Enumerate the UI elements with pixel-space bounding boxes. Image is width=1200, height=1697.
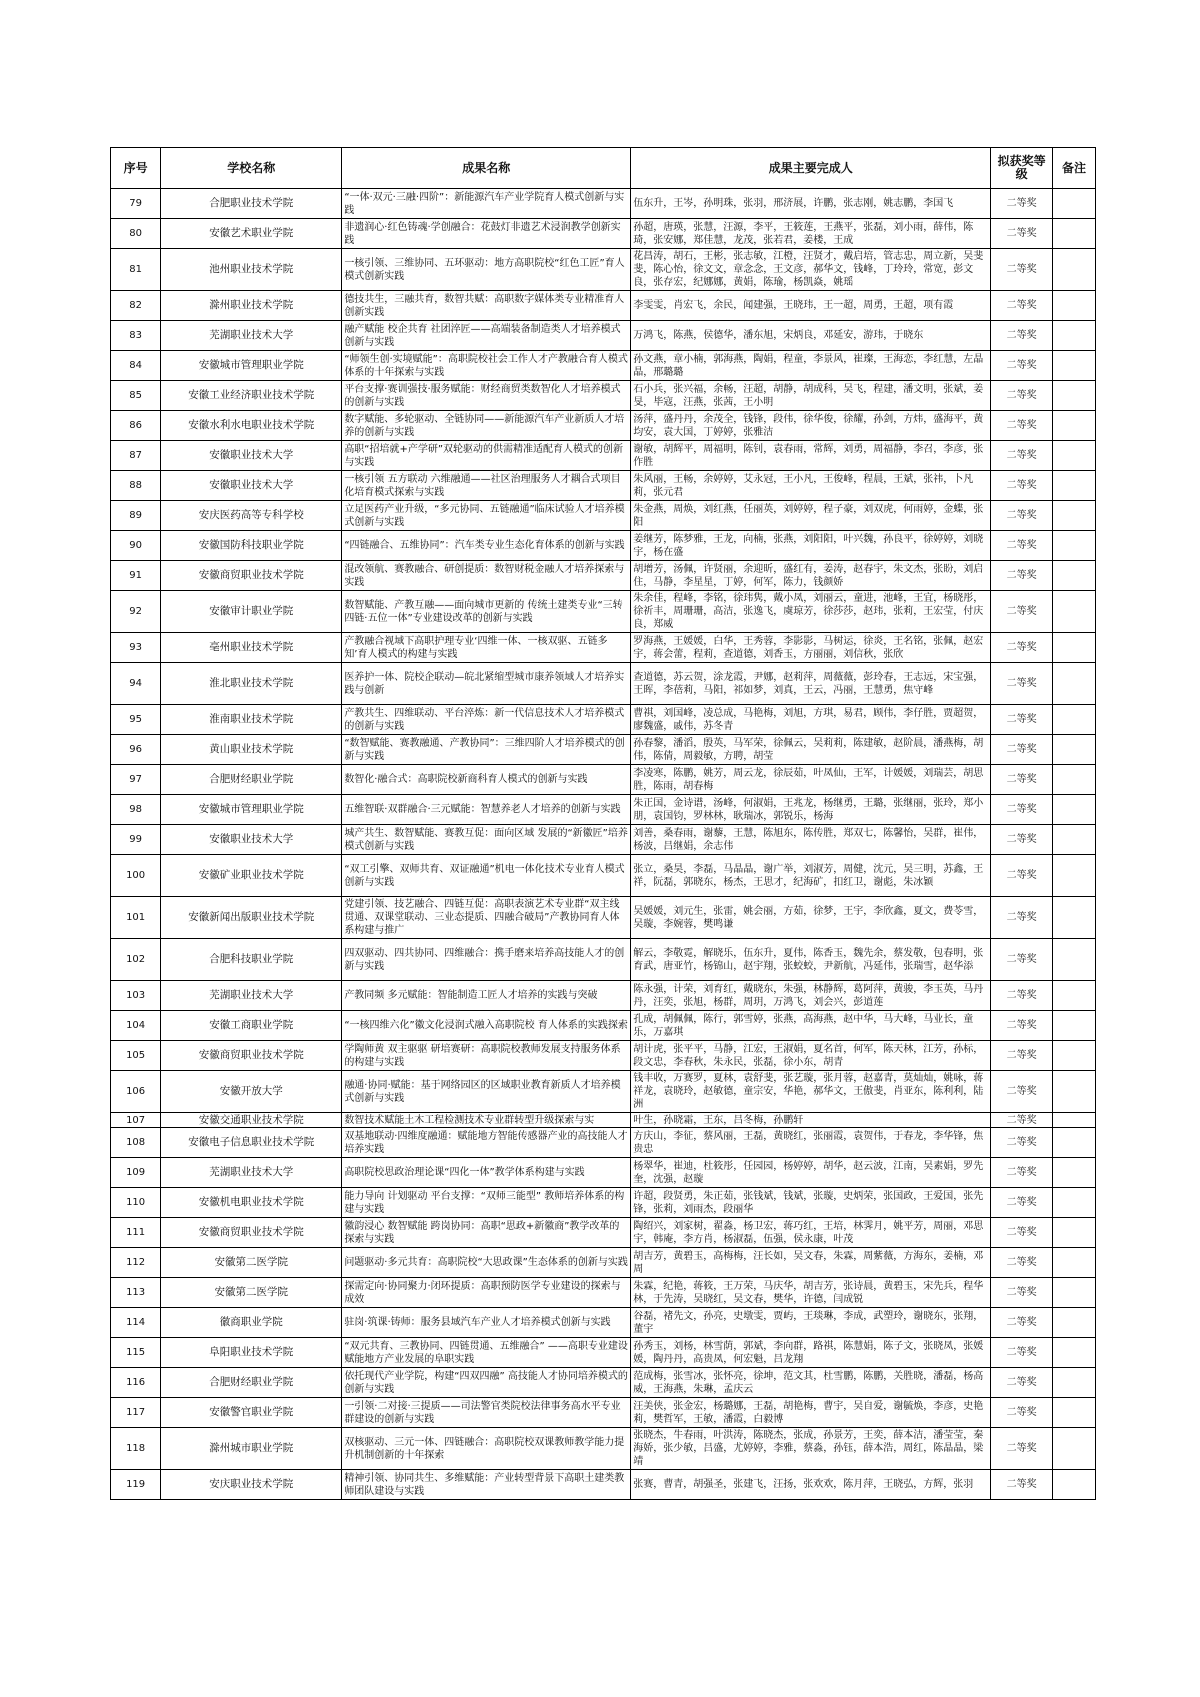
cell-members: 张立，桑昊，李磊，马晶晶，谢广举，刘淑芳，周健，沈元，吴三明，苏鑫，王祥，阮磊，郭晓东，杨杰，王思才，纪海矿，扣红卫，谢彪，朱冰颖 bbox=[631, 855, 991, 897]
cell-school: 安徽新闻出版职业技术学院 bbox=[161, 897, 342, 939]
cell-no: 99 bbox=[111, 825, 161, 855]
award-table bbox=[110, 147, 1096, 1500]
cell-school: 安徽审计职业学院 bbox=[161, 591, 342, 633]
cell-title: 一引领·二对接·三提质——司法警官类院校法律事务高水平专业群建设的创新与实践 bbox=[342, 1398, 631, 1428]
cell-title: “双工引擎、双师共育、双证融通”机电一体化技术专业育人模式创新与实践 bbox=[342, 855, 631, 897]
table-row bbox=[111, 1158, 1096, 1188]
cell-members: 汪美侠，张金宏，杨璐娜，王磊，胡艳梅，曹宇，吴自爱，谢毓焕，李彦，史艳莉，樊哲军，王敏，潘霞，白毅博 bbox=[631, 1398, 991, 1428]
cell-title: 平台支撑·赛训强技·服务赋能：财经商贸类数智化人才培养模式的创新与实践 bbox=[342, 381, 631, 411]
cell-members: 杨翠华，崔迪，杜筱彤，任园园，杨婷婷，胡华，赵云波，江南，吴素娟，罗先奎，沈强，赵璇 bbox=[631, 1158, 991, 1188]
cell-title: 德技共生，三融共育，数智共赋：高职数字媒体类专业精准育人创新实践 bbox=[342, 291, 631, 321]
cell-school: 安徽城市管理职业学院 bbox=[161, 351, 342, 381]
cell-note bbox=[1053, 939, 1096, 981]
cell-no: 84 bbox=[111, 351, 161, 381]
cell-note bbox=[1053, 1071, 1096, 1113]
cell-members: 许超，段贤勇，朱正茹，张钱斌，钱斌，张璇，史炳荣，张国政，王爱国，张先锋，张莉，刘雨杰，段丽华 bbox=[631, 1188, 991, 1218]
cell-school: 徽商职业学院 bbox=[161, 1308, 342, 1338]
cell-award: 二等奖 bbox=[991, 1248, 1053, 1278]
cell-school: 安徽职业技术大学 bbox=[161, 825, 342, 855]
cell-note bbox=[1053, 1041, 1096, 1071]
cell-members: 范成梅，张雪冰，张怀亮，徐坤，范文其，杜雪鹏，陈鹏，关胜晓，潘磊，杨高威，王海燕，朱琳，孟庆云 bbox=[631, 1368, 991, 1398]
cell-no: 98 bbox=[111, 795, 161, 825]
table-row bbox=[111, 981, 1096, 1011]
cell-award: 二等奖 bbox=[991, 795, 1053, 825]
table-row bbox=[111, 1338, 1096, 1368]
cell-award: 二等奖 bbox=[991, 249, 1053, 291]
cell-note bbox=[1053, 1470, 1096, 1500]
cell-school: 安徽商贸职业技术学院 bbox=[161, 561, 342, 591]
cell-school: 安徽艺术职业学院 bbox=[161, 219, 342, 249]
cell-note bbox=[1053, 249, 1096, 291]
cell-school: 淮北职业技术学院 bbox=[161, 663, 342, 705]
cell-no: 114 bbox=[111, 1308, 161, 1338]
cell-school: 安徽工业经济职业技术学院 bbox=[161, 381, 342, 411]
cell-no: 83 bbox=[111, 321, 161, 351]
cell-note bbox=[1053, 501, 1096, 531]
cell-title: 一核引领 五方联动 六维融通——社区治理服务人才耦合式项目化培育模式探索与实践 bbox=[342, 471, 631, 501]
cell-title: 依托现代产业学院，构建“四双四融” 高技能人才协同培养模式的创新与实践 bbox=[342, 1368, 631, 1398]
cell-members: 曹祺，刘国峰，凌总成，马艳梅，刘旭，方琪，易君，顾伟，李仔胜，贾超贺，廖魏盛，戚伟，苏冬青 bbox=[631, 705, 991, 735]
table-row bbox=[111, 897, 1096, 939]
cell-title: 城产共生、数智赋能、赛教互促：面向区域 发展的“新徽匠”培养模式创新与实践 bbox=[342, 825, 631, 855]
cell-members: 汤萍，盛丹丹，余茂全，钱锋，段伟，徐华俊，徐耀，孙剑，方炜，盛海平，黄均安，袁大国，丁婷婷，张雅洁 bbox=[631, 411, 991, 441]
cell-award: 二等奖 bbox=[991, 1428, 1053, 1470]
cell-members: 吴媛媛，刘元生，张雷，姚会丽，方茹，徐梦，王宇，李欣鑫，夏文，费苓雪，吴璇，李婉蓉，樊鸣谦 bbox=[631, 897, 991, 939]
cell-title: “一核四维六化”徽文化浸润式融入高职院校 育人体系的实践探索 bbox=[342, 1011, 631, 1041]
cell-school: 安庆职业技术学院 bbox=[161, 1470, 342, 1500]
cell-award: 二等奖 bbox=[991, 1128, 1053, 1158]
table-row bbox=[111, 501, 1096, 531]
table-row bbox=[111, 219, 1096, 249]
cell-title: 五维智联·双群融合·三元赋能：智慧养老人才培养的创新与实践 bbox=[342, 795, 631, 825]
table-row bbox=[111, 1308, 1096, 1338]
cell-note bbox=[1053, 411, 1096, 441]
cell-no: 110 bbox=[111, 1188, 161, 1218]
cell-no: 107 bbox=[111, 1113, 161, 1128]
cell-award: 二等奖 bbox=[991, 1188, 1053, 1218]
cell-members: 孙超，唐瑛，张慧，汪源，李平，王筱莲，王燕平，张磊，刘小雨，薛伟，陈琦，张安娜，郑佳慧，龙茂，张若君，姜楼，王成 bbox=[631, 219, 991, 249]
cell-school: 安徽水利水电职业技术学院 bbox=[161, 411, 342, 441]
cell-note bbox=[1053, 351, 1096, 381]
cell-school: 安徽电子信息职业技术学院 bbox=[161, 1128, 342, 1158]
cell-no: 97 bbox=[111, 765, 161, 795]
cell-no: 118 bbox=[111, 1428, 161, 1470]
cell-members: 钱丰收，万赛罗，夏林，袁舒斐，张艺璇，张月蓉，赵嘉青，莫灿灿，姚咏，蒋祥龙，袁晓玲，赵敏德，童宗安，华艳，郝华文，王傲斐，肖亚东，陈利利，陆洲 bbox=[631, 1071, 991, 1113]
cell-no: 80 bbox=[111, 219, 161, 249]
cell-award: 二等奖 bbox=[991, 1470, 1053, 1500]
cell-note bbox=[1053, 1188, 1096, 1218]
cell-no: 112 bbox=[111, 1248, 161, 1278]
cell-note bbox=[1053, 1338, 1096, 1368]
cell-no: 117 bbox=[111, 1398, 161, 1428]
cell-school: 安徽工商职业学院 bbox=[161, 1011, 342, 1041]
cell-school: 合肥科技职业学院 bbox=[161, 939, 342, 981]
cell-title: 产教同频 多元赋能：智能制造工匠人才培养的实践与突破 bbox=[342, 981, 631, 1011]
table-row bbox=[111, 1470, 1096, 1500]
cell-note bbox=[1053, 795, 1096, 825]
cell-members: 张赛，曹青，胡强圣，张建飞，汪扬，张欢欢，陈月萍，王晓弘，方辉，张羽 bbox=[631, 1470, 991, 1500]
cell-school: 安徽矿业职业技术学院 bbox=[161, 855, 342, 897]
header-award: 拟获奖等级 bbox=[991, 148, 1053, 189]
table-row bbox=[111, 765, 1096, 795]
table-row bbox=[111, 351, 1096, 381]
cell-members: 罗海燕，王媛媛，白华，王秀蓉，李影影，马树运，徐炎，王名铭，张佩，赵宏宇，蒋会蕾，程莉，查道德，刘香玉，方丽丽，刘信秋，张欣 bbox=[631, 633, 991, 663]
cell-members: 孙秀玉，刘杨，林雪荫，郭斌，李向群，路祺，陈慧娟，陈子文，张晓凤，张媛媛，陶丹丹，高贵凤，何宏魁，吕龙翔 bbox=[631, 1338, 991, 1368]
cell-members: 李雯雯，肖宏飞，余民，闻建强，王晓玮，王一超，周勇，王超，项有霞 bbox=[631, 291, 991, 321]
cell-title: 学陶师黄 双主驱驱 研培赛研：高职院校教师发展支持服务体系的构建与实践 bbox=[342, 1041, 631, 1071]
cell-note bbox=[1053, 561, 1096, 591]
table-row bbox=[111, 1188, 1096, 1218]
cell-no: 93 bbox=[111, 633, 161, 663]
header-no: 序号 bbox=[111, 148, 161, 189]
cell-members: 方庆山，李征，蔡风丽，王磊，黄晓红，张丽霞，袁贺伟，于春龙，李华锋，焦贵忠 bbox=[631, 1128, 991, 1158]
cell-award: 二等奖 bbox=[991, 633, 1053, 663]
cell-members: 张晓杰，牛春雨，叶洪涛，陈晓杰，张成，孙景芳，王奕，薛本洁，潘莹莹，秦海娇，张少敏，吕盛，尤婷婷，李雅，蔡淼，孙钰，薛本浩，周红，陈晶晶，梁靖 bbox=[631, 1428, 991, 1470]
cell-award: 二等奖 bbox=[991, 765, 1053, 795]
table-row bbox=[111, 1218, 1096, 1248]
cell-title: 融产赋能 校企共育 社团淬匠——高端装备制造类人才培养模式创新与实践 bbox=[342, 321, 631, 351]
cell-no: 103 bbox=[111, 981, 161, 1011]
cell-award: 二等奖 bbox=[991, 189, 1053, 219]
cell-no: 86 bbox=[111, 411, 161, 441]
cell-no: 105 bbox=[111, 1041, 161, 1071]
table-row bbox=[111, 591, 1096, 633]
cell-award: 二等奖 bbox=[991, 471, 1053, 501]
cell-award: 二等奖 bbox=[991, 321, 1053, 351]
cell-no: 82 bbox=[111, 291, 161, 321]
cell-title: “四链融合、五维协同”：汽车类专业生态化育体系的创新与实践 bbox=[342, 531, 631, 561]
cell-members: 孙春黎，潘滔，殷英，马军荣，徐佩云，吴莉莉，陈建敏，赵阶晨，潘燕梅，胡伟，陈倩，周毅敏，方聘，胡莹 bbox=[631, 735, 991, 765]
cell-members: 胡计虎，张平平，马静，江宏，王淑娟，夏名首，何军，陈天林，江芳，孙标，段文忠，李春秋，朱永民，张磊，徐小东，胡青 bbox=[631, 1041, 991, 1071]
cell-award: 二等奖 bbox=[991, 441, 1053, 471]
table-row bbox=[111, 825, 1096, 855]
cell-title: 立足医药产业升级，“多元协同、五链融通”临床试验人才培养模式创新与实践 bbox=[342, 501, 631, 531]
cell-school: 安庆医药高等专科学校 bbox=[161, 501, 342, 531]
cell-school: 滁州职业技术学院 bbox=[161, 291, 342, 321]
cell-award: 二等奖 bbox=[991, 591, 1053, 633]
table-row bbox=[111, 471, 1096, 501]
cell-award: 二等奖 bbox=[991, 1308, 1053, 1338]
cell-title: 数智化·融合式：高职院校新商科育人模式的创新与实践 bbox=[342, 765, 631, 795]
table-row bbox=[111, 531, 1096, 561]
cell-members: 朱余佳，程峰，李铭，徐玮隽，戴小凤，刘丽云，童进，池峰，王宜，杨晓彤，徐祈丰，周珊珊，高洁，张逸飞，虞琼芳，徐莎莎，赵玮，张莉，王宏莹，付庆良，郑威 bbox=[631, 591, 991, 633]
cell-members: 陈永强，计荣，刘育红，戴晓东，朱强，林静辉，葛阿萍，黄骏，李玉英，马丹丹，汪奕，张旭，杨群，周玥，万鸿飞，刘会兴，彭道莲 bbox=[631, 981, 991, 1011]
cell-members: 石小兵，张兴福，余畅，汪超，胡静，胡成科，吴飞，程建，潘文明，张斌，姜旻，毕寇，汪燕，张茜，王小明 bbox=[631, 381, 991, 411]
cell-award: 二等奖 bbox=[991, 735, 1053, 765]
cell-title: 非遗润心·红色铸魂·学创融合：花鼓灯非遗艺术浸润教学创新实践 bbox=[342, 219, 631, 249]
cell-title: “师领生创·实境赋能”：高职院校社会工作人才产教融合育人模式体系的十年探索与实践 bbox=[342, 351, 631, 381]
table-row bbox=[111, 1368, 1096, 1398]
cell-title: “一体·双元·三融·四阶”：新能源汽车产业学院育人模式创新与实践 bbox=[342, 189, 631, 219]
cell-title: 数智赋能、产教互融——面向城市更新的 传统土建类专业“三转四链·五位一体”专业建设改革的创新与实践 bbox=[342, 591, 631, 633]
cell-members: 朱金燕，周焕，刘红燕，任丽英，刘婷婷，程子豪，刘双虎，何雨婷，金蝶，张阳 bbox=[631, 501, 991, 531]
cell-members: 谢敏，胡辉平，周福明，陈钊，袁春雨，常辉，刘勇，周福静，李召，李彦，张作胜 bbox=[631, 441, 991, 471]
cell-no: 81 bbox=[111, 249, 161, 291]
cell-award: 二等奖 bbox=[991, 1158, 1053, 1188]
table-row bbox=[111, 561, 1096, 591]
table-row bbox=[111, 381, 1096, 411]
header-note: 备注 bbox=[1053, 148, 1096, 189]
award-list-sheet bbox=[110, 147, 1096, 1500]
cell-award: 二等奖 bbox=[991, 291, 1053, 321]
cell-award: 二等奖 bbox=[991, 1113, 1053, 1128]
cell-note bbox=[1053, 1428, 1096, 1470]
cell-no: 104 bbox=[111, 1011, 161, 1041]
cell-school: 滁州城市职业学院 bbox=[161, 1428, 342, 1470]
cell-school: 安徽第二医学院 bbox=[161, 1248, 342, 1278]
cell-members: 朱风丽，王畅，余婷婷，艾永冠，王小凡，王俊峰，程晨，王斌，张祎，卜凡莉，张元君 bbox=[631, 471, 991, 501]
cell-no: 95 bbox=[111, 705, 161, 735]
cell-note bbox=[1053, 1308, 1096, 1338]
cell-school: 亳州职业技术学院 bbox=[161, 633, 342, 663]
table-row bbox=[111, 855, 1096, 897]
cell-school: 芜湖职业技术大学 bbox=[161, 981, 342, 1011]
cell-title: 双核驱动、三元一体、四链融合：高职院校双课教师教学能力提升机制创新的十年探索 bbox=[342, 1428, 631, 1470]
table-row bbox=[111, 1398, 1096, 1428]
cell-school: 合肥职业技术学院 bbox=[161, 189, 342, 219]
cell-no: 115 bbox=[111, 1338, 161, 1368]
cell-award: 二等奖 bbox=[991, 1368, 1053, 1398]
cell-school: 阜阳职业技术学院 bbox=[161, 1338, 342, 1368]
cell-school: 黄山职业技术学院 bbox=[161, 735, 342, 765]
cell-award: 二等奖 bbox=[991, 939, 1053, 981]
cell-note bbox=[1053, 705, 1096, 735]
cell-members: 朱正国，金诗谱，汤峰，何淑娟，王兆龙，杨继勇，王璐，张继丽，张玲，郑小朋，袁国钧，罗林林，耿瑞冰，郭锐乐，杨海 bbox=[631, 795, 991, 825]
cell-title: 高职院校思政治理论课“四化一体”教学体系构建与实践 bbox=[342, 1158, 631, 1188]
table-row bbox=[111, 1011, 1096, 1041]
cell-no: 85 bbox=[111, 381, 161, 411]
cell-members: 胡增芳，汤佩，许贤丽，余迎昕，盛红有，姜涛，赵春宇，朱文杰，张盼，刘启住，马静，李星星，丁婷，何军，陈力，钱颜娇 bbox=[631, 561, 991, 591]
cell-award: 二等奖 bbox=[991, 1071, 1053, 1113]
cell-no: 91 bbox=[111, 561, 161, 591]
header-school: 学校名称 bbox=[161, 148, 342, 189]
table-row bbox=[111, 795, 1096, 825]
cell-note bbox=[1053, 1113, 1096, 1128]
table-row bbox=[111, 1248, 1096, 1278]
cell-note bbox=[1053, 291, 1096, 321]
table-row bbox=[111, 189, 1096, 219]
cell-award: 二等奖 bbox=[991, 501, 1053, 531]
cell-no: 79 bbox=[111, 189, 161, 219]
cell-note bbox=[1053, 189, 1096, 219]
cell-note bbox=[1053, 1248, 1096, 1278]
cell-award: 二等奖 bbox=[991, 219, 1053, 249]
cell-no: 102 bbox=[111, 939, 161, 981]
cell-school: 安徽职业技术大学 bbox=[161, 471, 342, 501]
cell-award: 二等奖 bbox=[991, 1278, 1053, 1308]
cell-school: 安徽国防科技职业学院 bbox=[161, 531, 342, 561]
cell-note bbox=[1053, 219, 1096, 249]
cell-award: 二等奖 bbox=[991, 351, 1053, 381]
cell-no: 106 bbox=[111, 1071, 161, 1113]
cell-award: 二等奖 bbox=[991, 663, 1053, 705]
cell-school: 合肥财经职业学院 bbox=[161, 765, 342, 795]
cell-award: 二等奖 bbox=[991, 981, 1053, 1011]
cell-title: 高职“招培就+产学研”双轮驱动的供需精准适配育人模式的创新与实践 bbox=[342, 441, 631, 471]
cell-members: 查道德，苏云贺，涂龙霞，尹娜，赵莉萍，周薇薇，彭玲春，王志远，宋宝强，王晖，李蓓莉，马阳，祁如梦，刘真，王云，冯丽，王慧勇，焦守峰 bbox=[631, 663, 991, 705]
cell-note bbox=[1053, 1278, 1096, 1308]
cell-no: 94 bbox=[111, 663, 161, 705]
table-row bbox=[111, 1041, 1096, 1071]
cell-award: 二等奖 bbox=[991, 531, 1053, 561]
cell-note bbox=[1053, 321, 1096, 351]
cell-school: 安徽第二医学院 bbox=[161, 1278, 342, 1308]
cell-award: 二等奖 bbox=[991, 1011, 1053, 1041]
cell-title: 问题驱动·多元共育：高职院校“大思政课”生态体系的创新与实践 bbox=[342, 1248, 631, 1278]
cell-title: 一核引领、三维协同、五环驱动：地方高职院校“红色工匠”育人模式创新实践 bbox=[342, 249, 631, 291]
cell-no: 109 bbox=[111, 1158, 161, 1188]
cell-no: 87 bbox=[111, 441, 161, 471]
table-row bbox=[111, 1128, 1096, 1158]
cell-title: 探需定向·协同聚力·闭环提质：高职预防医学专业建设的探索与成效 bbox=[342, 1278, 631, 1308]
cell-title: 驻岗·筑课·铸师：服务县域汽车产业人才培养模式创新与实践 bbox=[342, 1308, 631, 1338]
cell-title: 徽韵浸心 数智赋能 跨岗协同：高职“思政+新徽商”教学改革的探索与实践 bbox=[342, 1218, 631, 1248]
cell-note bbox=[1053, 441, 1096, 471]
cell-title: 产教共生、四维联动、平台淬炼：新一代信息技术人才培养模式的创新与实践 bbox=[342, 705, 631, 735]
cell-note bbox=[1053, 381, 1096, 411]
cell-members: 叶生，孙晓霜，王东，吕冬梅，孙鹏轩 bbox=[631, 1113, 991, 1128]
cell-note bbox=[1053, 1158, 1096, 1188]
cell-award: 二等奖 bbox=[991, 411, 1053, 441]
cell-school: 淮南职业技术学院 bbox=[161, 705, 342, 735]
cell-title: 党建引领、技艺融合、四链互促：高职表演艺术专业群“双主线贯通、双课堂联动、三业态提质、四融合破局”产教协同育人体系构建与推广 bbox=[342, 897, 631, 939]
cell-members: 孙文燕，章小楠，郭海燕，陶娟，程童，李景风，崔璨，王海恋，李红慧，左晶晶，邢璐璐 bbox=[631, 351, 991, 381]
cell-title: 四双驱动、四共协同、四维融合：携手磨来培养高技能人才的创新与实践 bbox=[342, 939, 631, 981]
cell-no: 92 bbox=[111, 591, 161, 633]
cell-note bbox=[1053, 1011, 1096, 1041]
cell-no: 113 bbox=[111, 1278, 161, 1308]
cell-award: 二等奖 bbox=[991, 381, 1053, 411]
cell-title: 精神引领、协同共生、多维赋能：产业转型背景下高职土建类教师团队建设与实践 bbox=[342, 1470, 631, 1500]
table-row bbox=[111, 321, 1096, 351]
cell-school: 安徽商贸职业技术学院 bbox=[161, 1218, 342, 1248]
cell-school: 池州职业技术学院 bbox=[161, 249, 342, 291]
cell-title: 融通·协同·赋能：基于网络园区的区域职业教育新质人才培养模式创新与实践 bbox=[342, 1071, 631, 1113]
cell-award: 二等奖 bbox=[991, 705, 1053, 735]
table-row bbox=[111, 1071, 1096, 1113]
cell-title: 混改领航、赛教融合、研创提质：数智财税金融人才培养探索与实践 bbox=[342, 561, 631, 591]
cell-award: 二等奖 bbox=[991, 1338, 1053, 1368]
cell-award: 二等奖 bbox=[991, 855, 1053, 897]
cell-title: 能力导向 计划驱动 平台支撑：“双师三能型” 教师培养体系的构建与实践 bbox=[342, 1188, 631, 1218]
cell-note bbox=[1053, 1218, 1096, 1248]
cell-note bbox=[1053, 765, 1096, 795]
cell-note bbox=[1053, 1368, 1096, 1398]
cell-members: 孔成，胡佩佩，陈行，郭雪婷，张燕，高海燕，赵中华，马大峰，马业长，童乐，万嘉琪 bbox=[631, 1011, 991, 1041]
table-row bbox=[111, 705, 1096, 735]
table-row bbox=[111, 735, 1096, 765]
table-row bbox=[111, 441, 1096, 471]
cell-title: 数字赋能、多轮驱动、全链协同——新能源汽车产业新质人才培养的创新与实践 bbox=[342, 411, 631, 441]
cell-note bbox=[1053, 591, 1096, 633]
cell-note bbox=[1053, 855, 1096, 897]
cell-note bbox=[1053, 825, 1096, 855]
cell-note bbox=[1053, 897, 1096, 939]
cell-no: 111 bbox=[111, 1218, 161, 1248]
cell-award: 二等奖 bbox=[991, 825, 1053, 855]
table-row bbox=[111, 411, 1096, 441]
cell-note bbox=[1053, 471, 1096, 501]
cell-award: 二等奖 bbox=[991, 1218, 1053, 1248]
cell-title: 双基地联动·四维度融通：赋能地方智能传感器产业的高技能人才培养实践 bbox=[342, 1128, 631, 1158]
cell-award: 二等奖 bbox=[991, 1041, 1053, 1071]
cell-school: 安徽商贸职业技术学院 bbox=[161, 1041, 342, 1071]
cell-school: 安徽交通职业技术学院 bbox=[161, 1113, 342, 1128]
cell-no: 116 bbox=[111, 1368, 161, 1398]
cell-title: 数智技术赋能土木工程检测技术专业群转型升级探索与实 bbox=[342, 1113, 631, 1128]
cell-school: 安徽城市管理职业学院 bbox=[161, 795, 342, 825]
cell-members: 李凌寒，陈鹏，姚芳，周云龙，徐辰茹，叶凤仙，王军，计媛媛，刘瑞芸，胡思胜，陈雨，胡春梅 bbox=[631, 765, 991, 795]
cell-school: 合肥财经职业学院 bbox=[161, 1368, 342, 1398]
cell-title: 医养护一体、院校企联动—皖北紧缩型城市康养领域人才培养实践与创新 bbox=[342, 663, 631, 705]
cell-note bbox=[1053, 531, 1096, 561]
cell-title: “双元共育、三教协同、四链贯通、五维融合” ——高职专业建设赋能地方产业发展的阜职实践 bbox=[342, 1338, 631, 1368]
cell-no: 108 bbox=[111, 1128, 161, 1158]
cell-title: “数智赋能、赛教融通、产教协同”：三维四阶人才培养模式的创新与实践 bbox=[342, 735, 631, 765]
cell-school: 安徽机电职业技术学院 bbox=[161, 1188, 342, 1218]
cell-note bbox=[1053, 633, 1096, 663]
cell-note bbox=[1053, 735, 1096, 765]
cell-award: 二等奖 bbox=[991, 1398, 1053, 1428]
cell-no: 90 bbox=[111, 531, 161, 561]
cell-members: 刘善，桑春雨，谢藜，王慧，陈旭东，陈传胜，郑双七，陈馨怡，吴群，崔伟，杨波，吕继娟，余志伟 bbox=[631, 825, 991, 855]
table-row bbox=[111, 663, 1096, 705]
cell-members: 解云，李敬霓，解晓乐，伍东升，夏伟，陈香玉，魏先余，蔡发敬，包春明，张育武，唐亚竹，杨锦山，赵宇翔，张蛟蛟，尹新航，冯延伟，张瑞雪，赵华添 bbox=[631, 939, 991, 981]
cell-members: 花昌涛，胡石，王彬，张志敏，江橙，汪贤才，戴启培，管志忠，周立新，吴斐斐，陈心怡，徐文文，章念念，王文彦，郝华文，钱峰，丁玲玲，常宽，彭文良，张存宏，纪娜娜，黄娟，陈瑜，杨凯焱，姚瑶 bbox=[631, 249, 991, 291]
cell-no: 89 bbox=[111, 501, 161, 531]
table-row bbox=[111, 249, 1096, 291]
table-body bbox=[111, 189, 1096, 1500]
table-row bbox=[111, 1428, 1096, 1470]
cell-no: 119 bbox=[111, 1470, 161, 1500]
cell-award: 二等奖 bbox=[991, 561, 1053, 591]
table-row bbox=[111, 1113, 1096, 1128]
cell-note bbox=[1053, 663, 1096, 705]
cell-school: 安徽警官职业学院 bbox=[161, 1398, 342, 1428]
cell-school: 安徽职业技术大学 bbox=[161, 441, 342, 471]
table-row bbox=[111, 939, 1096, 981]
cell-school: 芜湖职业技术大学 bbox=[161, 1158, 342, 1188]
cell-title: 产教融合视域下高职护理专业‘四维一体、一核双驱、五链多知’育人模式的构建与实践 bbox=[342, 633, 631, 663]
cell-members: 姜继芳，陈梦雅，王龙，向楠，张燕，刘阳阳，叶兴魏，孙良平，徐婷婷，刘晓宇，杨在盛 bbox=[631, 531, 991, 561]
cell-members: 陶绍兴，刘家树，翟淼，杨卫宏，蒋巧红，王培，林霁月，姚平芳，周丽，邓思宇，韩庵，李方肖，杨淑磊，伍强，侯永康，叶茂 bbox=[631, 1218, 991, 1248]
cell-members: 朱霖，纪艳，蒋筱，王万荣，马庆华，胡吉芳，张诗晨，黄碧玉，宋先兵，程华林，于先涛，吴晓红，吴文春，樊华，许德，闫成锐 bbox=[631, 1278, 991, 1308]
cell-members: 万鸿飞，陈燕，侯德华，潘东旭，宋炳良，邓延安，游玮，于晓东 bbox=[631, 321, 991, 351]
table-row bbox=[111, 1278, 1096, 1308]
cell-note bbox=[1053, 1398, 1096, 1428]
cell-members: 胡吉芳，黄碧玉，高梅梅，汪长如，吴文春，朱霖，周紫薇，方海东，姜楠，邓周 bbox=[631, 1248, 991, 1278]
cell-members: 谷磊，褚先文，孙亮，史墩雯，贾屿，王琰琳，李成，武塑玲，谢晓东，张翔，董宇 bbox=[631, 1308, 991, 1338]
cell-school: 芜湖职业技术大学 bbox=[161, 321, 342, 351]
cell-school: 安徽开放大学 bbox=[161, 1071, 342, 1113]
cell-award: 二等奖 bbox=[991, 897, 1053, 939]
header-title: 成果名称 bbox=[342, 148, 631, 189]
cell-no: 100 bbox=[111, 855, 161, 897]
table-row bbox=[111, 291, 1096, 321]
cell-members: 伍东升，王岑，孙明珠，张羽，邢济展，许鹏，张志刚，姚志鹏，李国飞 bbox=[631, 189, 991, 219]
cell-no: 101 bbox=[111, 897, 161, 939]
cell-note bbox=[1053, 981, 1096, 1011]
cell-no: 88 bbox=[111, 471, 161, 501]
header-members: 成果主要完成人 bbox=[631, 148, 991, 189]
header-row bbox=[111, 148, 1096, 189]
table-row bbox=[111, 633, 1096, 663]
cell-no: 96 bbox=[111, 735, 161, 765]
cell-note bbox=[1053, 1128, 1096, 1158]
